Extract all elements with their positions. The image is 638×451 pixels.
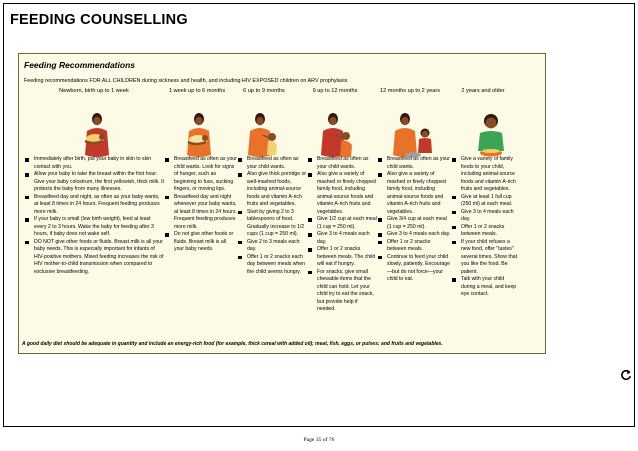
header-1wk-6mo: 1 week up to 6 months [168, 88, 226, 94]
header-9-12mo: 9 up to 12 months [312, 88, 358, 94]
list-item: Give at least 1 full cup (250 ml) at each meal. [451, 194, 519, 209]
list-item: Breastfeed as often as your child wants. [237, 156, 307, 171]
list-item: Breastfeed as often as your child wants. [307, 156, 377, 171]
panel-title: Feeding Recommendations [24, 60, 135, 70]
diet-footnote: A good daily diet should be adequate in quantity and include an energy-rich food (for example, thick cereal with added oil); meat, fish, eggs, or pulses; and fruits and vegetables. [22, 341, 443, 347]
column-newborn [24, 156, 164, 276]
header-2yr-older: 2 years and older [461, 88, 505, 94]
list-item: Give a variety of family foods to your child, including animal-source foods and vitamin A-rich fruits and vegetables. [451, 156, 519, 194]
column-6-9mo [237, 156, 307, 276]
list-item: Breastfeed day and night, as often as your baby wants, at least 8 times in 24 hours. Frequent feeding produces more milk. [24, 194, 164, 217]
list-item: If your baby is small (low birth weight), feed at least every 2 to 3 hours. Wake the baby for feeding after 3 hours, if baby does not wake self. [24, 216, 164, 239]
list-item: Breastfeed day and night whenever your baby wants, at least 8 times in 24 hours. Frequent feeding produces more milk. [164, 194, 237, 232]
list-item: Also give a variety of mashed or finely chopped family food, including animal-source foods and vitamin A-rich fruits and vegetables. [377, 171, 451, 216]
list-item: DO NOT give other foods or fluids. Breast milk is all your baby needs. This is especially important for infants of HIV-positive mothers. Mixed feeding increases the risk of HIV mother-to-child transmission when compared to exclusive breastfeeding. [24, 239, 164, 277]
list-item: Give 1/2 cup at each meal (1 cup = 250 ml). [307, 216, 377, 231]
page-title: FEEDING COUNSELLING [10, 12, 188, 28]
header-newborn: Newborn, birth up to 1 week [59, 88, 129, 94]
refresh-icon[interactable] [620, 369, 632, 381]
list-item: Give 3/4 cup at each meal (1 cup = 250 ml). [377, 216, 451, 231]
list-item: Allow your baby to take the breast within the first hour. Give your baby colostrum, the first yellowish, thick milk. It protects the baby from many illnesses. [24, 171, 164, 194]
list-item: For snacks, give small chewable items that the child can hold. Let your child try to eat the snack, but provide help if needed. [307, 269, 377, 314]
list-item: Immediately after birth, put your baby in skin to skin contact with you. [24, 156, 164, 171]
column-1wk-6mo [164, 156, 237, 254]
list-item: Talk with your child during a meal, and keep eye contact. [451, 276, 519, 299]
panel-subtitle: Feeding recommendations FOR ALL CHILDREN during sickness and health, and including HIV EXPOSED children on ARV prophylaxis [24, 78, 348, 84]
list-item: Breastfeed as often as your child wants. Look for signs of hunger, such as beginning to fuss, sucking fingers, or moving lips. [164, 156, 237, 194]
header-12mo-2yr: 12 months up to 2 years [379, 88, 440, 94]
list-item: If your child refuses a new food, offer "tastes" several times. Show that you like the food. Be patient. [451, 239, 519, 277]
list-item: Give 2 to 3 meals each day. [237, 239, 307, 254]
list-item: Also give thick porridge or well-mashed foods, including animal-source foods and vitamin A-rich fruits and vegetables. [237, 171, 307, 209]
list-item: Give 3 to 4 meals each day. [307, 231, 377, 246]
list-item: Continue to feed your child slowly, patiently. Encourage—but do not force—your child to eat. [377, 254, 451, 284]
list-item: Offer 1 or 2 snacks between meals. The child will eat if hungry. [307, 246, 377, 269]
list-item: Breastfeed as often as your child wants. [377, 156, 451, 171]
list-item: Give 3 to 4 meals each day. [451, 209, 519, 224]
age-headers [19, 88, 547, 110]
feeding-recommendations-panel [18, 53, 546, 354]
list-item: Do not give other foods or fluids. Breast milk is all your baby needs. [164, 231, 237, 254]
list-item: Also give a variety of mashed or finely chopped family food, including animal-source foods and vitamin A-rich fruits and vegetables. [307, 171, 377, 216]
list-item: Offer 1 or 2 snacks between meals. [377, 239, 451, 254]
column-12mo-2yr [377, 156, 451, 284]
page-number: Page 35 of 76 [303, 437, 335, 443]
list-item: Offer 1 or 2 snacks between meals. [451, 224, 519, 239]
column-9-12mo [307, 156, 377, 314]
header-6-9mo: 6 up to 9 months [243, 88, 285, 94]
list-item: Offer 1 or 2 snacks each day between meals when the child seems hungry. [237, 254, 307, 277]
column-2yr-older [451, 156, 519, 299]
list-item: Start by giving 2 to 3 tablespoons of food. Gradually increase to 1/2 cups (1 cup = 250 ml). [237, 209, 307, 239]
list-item: Give 3 to 4 meals each day. [377, 231, 451, 239]
